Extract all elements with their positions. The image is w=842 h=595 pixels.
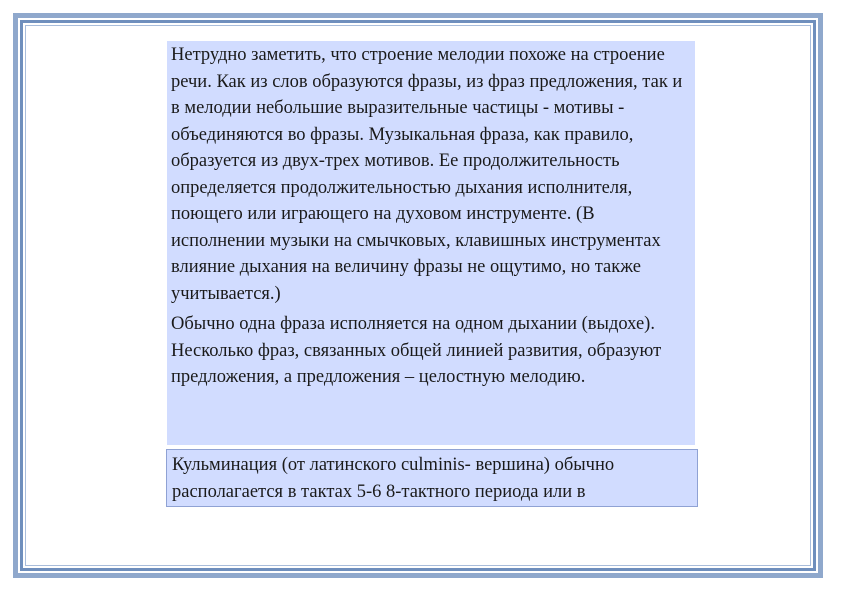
paragraph-2: Обычно одна фраза исполняется на одном дыхании (выдохе). Несколько фраз, связанных общей линией развития, образуют предложения, а предложения – целостную мелодию. <box>171 314 662 387</box>
paragraph-1: Нетрудно заметить, что строение мелодии похоже на строение речи. Как из слов образуются фразы, из фраз предложения, так и в мелодии небольшие выразительные частицы - мотивы - объединяются во фразы. Музыкальная фраза, как правило, образуется из двух-трех мотивов. Ее продолжительность определяется продолжительностью дыхания исполнителя, поющего или играющего на духовом инструменте. (В исполнении музыки на смычковых, клавишных инструментах влияние дыхания на величину фразы не ощутимо, но также учитывается.) <box>171 45 683 304</box>
paragraph-3: Кульминация (от латинского culminis- вершина) обычно располагается в тактах 5-6 8-тактного периода или в <box>172 455 615 502</box>
main-text-block <box>167 41 695 445</box>
culmination-text-block <box>166 449 698 507</box>
